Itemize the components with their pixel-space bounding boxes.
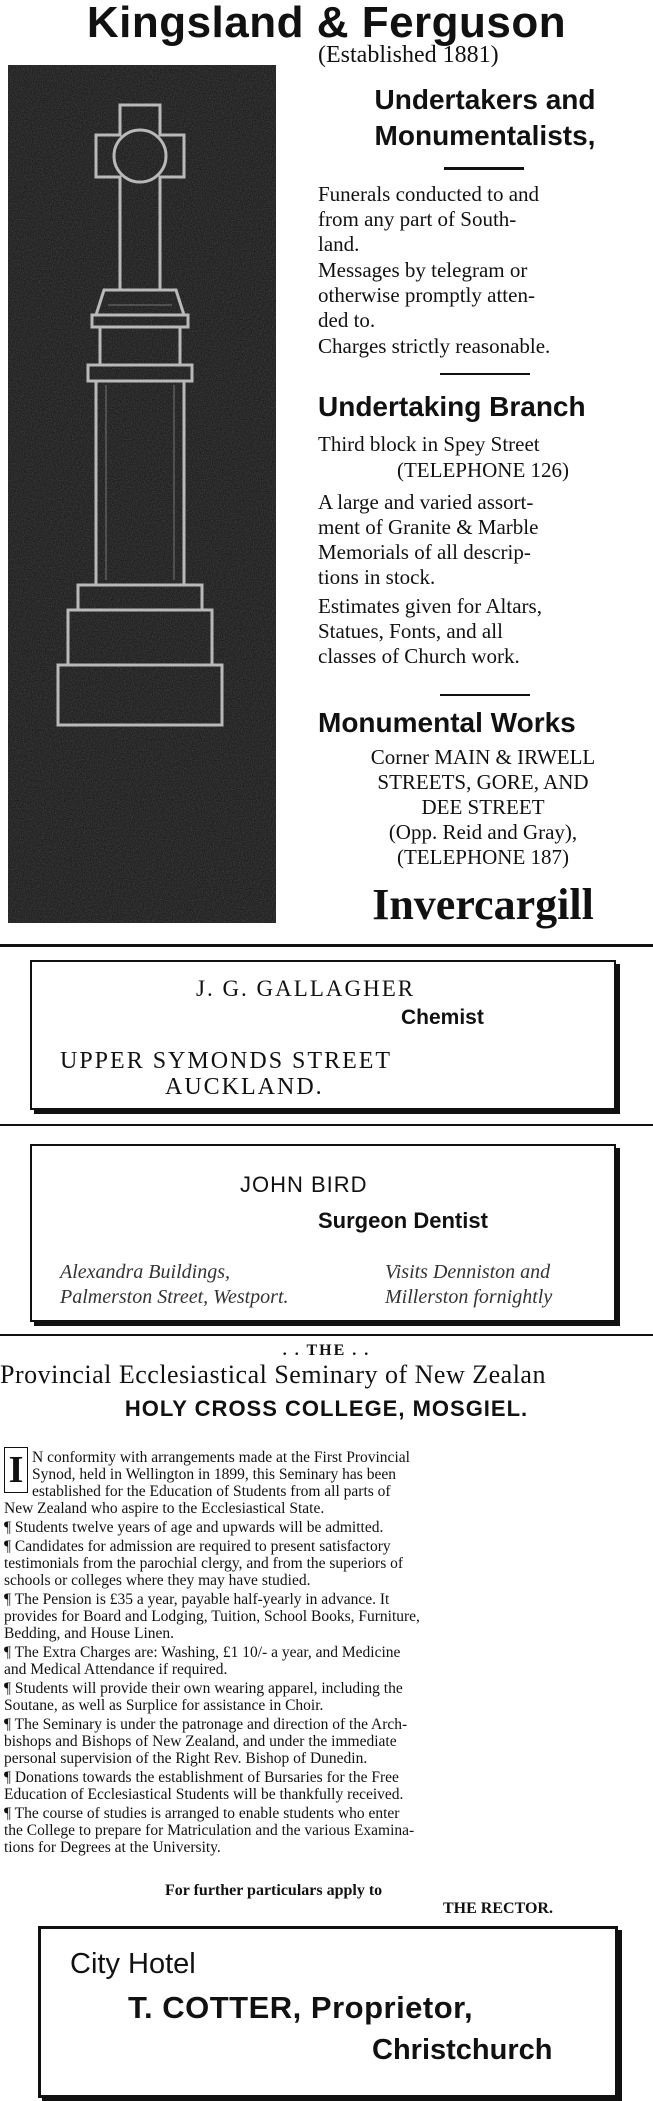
invercargill-text: Invercargill xyxy=(372,880,594,929)
seminary-line: ¶ The Seminary is under the patronage and direction of the Arch- xyxy=(4,1716,408,1733)
branch-address: Third block in Spey Street xyxy=(318,432,540,456)
hotel-city: Christchurch xyxy=(372,2034,553,2066)
undertaking-branch-heading: Undertaking Branch xyxy=(318,391,586,422)
text-line: ment of Granite & Marble xyxy=(318,515,539,539)
bird-address-line: Palmerston Street, Westport. xyxy=(60,1286,289,1308)
monument-image xyxy=(8,65,276,923)
funerals-paragraph xyxy=(318,182,648,257)
seminary-line: personal supervision of the Right Rev. Bishop of Dunedin. xyxy=(4,1750,368,1767)
text-line: land. xyxy=(318,232,360,256)
bird-role: Surgeon Dentist xyxy=(318,1208,488,1233)
heading-line: Undertakers and xyxy=(374,84,596,115)
seminary-line: tions for Degrees at the University. xyxy=(4,1839,221,1856)
gallagher-street: UPPER SYMONDS STREET xyxy=(60,1048,393,1074)
bird-visits-line: Millerston fornightly xyxy=(385,1286,553,1308)
divider xyxy=(444,167,524,170)
bird-address-line: Alexandra Buildings, xyxy=(60,1261,230,1283)
seminary-line: ¶ Donations towards the establishment of Bursaries for the Free xyxy=(4,1769,399,1786)
text-line: ded to. xyxy=(318,308,376,332)
section-divider xyxy=(0,1124,653,1126)
seminary-subtitle: HOLY CROSS COLLEGE, MOSGIEL. xyxy=(124,1396,529,1421)
undertakers-heading xyxy=(320,82,650,154)
seminary-line: provides for Board and Lodging, Tuition, School Books, Furniture, xyxy=(4,1608,420,1625)
text-line: Corner MAIN & IRWELL xyxy=(370,745,596,769)
messages-paragraph xyxy=(318,258,648,333)
text-line: Memorials of all descrip- xyxy=(318,540,531,564)
seminary-line: schools or colleges where they may have studied. xyxy=(4,1572,311,1589)
bird-name: JOHN BIRD xyxy=(240,1172,368,1197)
text-line: Messages by telegram or xyxy=(318,258,528,282)
seminary-line: bishops and Bishops of New Zealand, and under the immediate xyxy=(4,1733,397,1750)
established-date: (Established 1881) xyxy=(318,42,499,68)
text-line: Funerals conducted to and xyxy=(318,182,540,206)
seminary-line: Bedding, and House Linen. xyxy=(4,1625,175,1642)
works-address xyxy=(318,745,648,870)
seminary-line: ¶ Students twelve years of age and upwards will be admitted. xyxy=(4,1519,384,1536)
seminary-line: ¶ The course of studies is arranged to enable students who enter xyxy=(4,1805,400,1822)
seminary-line: ¶ The Pension is £35 a year, payable half-yearly in advance. It xyxy=(4,1591,390,1608)
gallagher-city: AUCKLAND. xyxy=(165,1074,324,1100)
heading-line: Monumentalists, xyxy=(374,120,596,151)
monumental-works-heading: Monumental Works xyxy=(318,707,576,738)
text-line: STREETS, GORE, AND xyxy=(377,770,589,794)
seminary-line: ¶ Candidates for admission are required to present satisfactory xyxy=(4,1538,391,1555)
branch-phone: (TELEPHONE 126) xyxy=(396,458,570,482)
text-line: classes of Church work. xyxy=(318,644,520,668)
gallagher-name: J. G. GALLAGHER xyxy=(196,976,416,1001)
text-line: otherwise promptly atten- xyxy=(318,283,535,307)
bird-visits-line: Visits Denniston and xyxy=(385,1261,551,1283)
seminary-line: ¶ Students will provide their own wearing apparel, including the xyxy=(4,1680,403,1697)
seminary-line: and Medical Attendance if required. xyxy=(4,1661,228,1678)
gallagher-role: Chemist xyxy=(401,1006,484,1029)
text-line: A large and varied assort- xyxy=(318,490,534,514)
further-particulars: For further particulars apply to xyxy=(165,1882,383,1899)
seminary-line: ¶ The Extra Charges are: Washing, £1 10/- a year, and Medicine xyxy=(4,1644,401,1661)
seminary-line: Education of Ecclesiastical Students will be thankfully received. xyxy=(4,1786,404,1803)
text-line: from any part of South- xyxy=(318,207,517,231)
drop-cap: I xyxy=(4,1447,28,1493)
seminary-title: Provincial Ecclesiastical Seminary of New Zealan xyxy=(0,1360,546,1389)
seminary-line: N conformity with arrangements made at the First Provincial xyxy=(32,1449,410,1466)
divider xyxy=(440,694,530,696)
text-line: Statues, Fonts, and all xyxy=(318,619,503,643)
estimates-paragraph xyxy=(318,594,648,669)
text-line: (Opp. Reid and Gray), xyxy=(388,820,578,844)
divider xyxy=(440,373,530,375)
hotel-proprietor: T. COTTER, Proprietor, xyxy=(128,1990,474,2025)
works-phone: (TELEPHONE 187) xyxy=(396,845,570,869)
seminary-line: established for the Education of Students from all parts of xyxy=(32,1483,391,1500)
hotel-name: City Hotel xyxy=(70,1948,196,1980)
seminary-line: the College to prepare for Matriculation and the various Examina- xyxy=(4,1822,415,1839)
text-line: Estimates given for Altars, xyxy=(318,594,542,618)
the-label: . . THE . . xyxy=(282,1342,371,1359)
seminary-line: testimonials from the parochial clergy, and from the superiors of xyxy=(4,1555,404,1572)
seminary-line: New Zealand who aspire to the Ecclesiastical State. xyxy=(4,1500,325,1517)
assortment-paragraph xyxy=(318,490,648,590)
section-divider xyxy=(0,944,653,947)
text-line: DEE STREET xyxy=(421,795,545,819)
text-line: tions in stock. xyxy=(318,565,436,589)
section-divider xyxy=(0,1334,653,1336)
seminary-line: Synod, held in Wellington in 1899, this Seminary has been xyxy=(32,1466,396,1483)
kingsland-title: Kingsland & Ferguson xyxy=(86,0,567,47)
rector-signature: THE RECTOR. xyxy=(443,1900,553,1917)
seminary-line: Soutane, as well as Surplice for assistance in Choir. xyxy=(4,1697,324,1714)
charges-text: Charges strictly reasonable. xyxy=(318,334,551,358)
